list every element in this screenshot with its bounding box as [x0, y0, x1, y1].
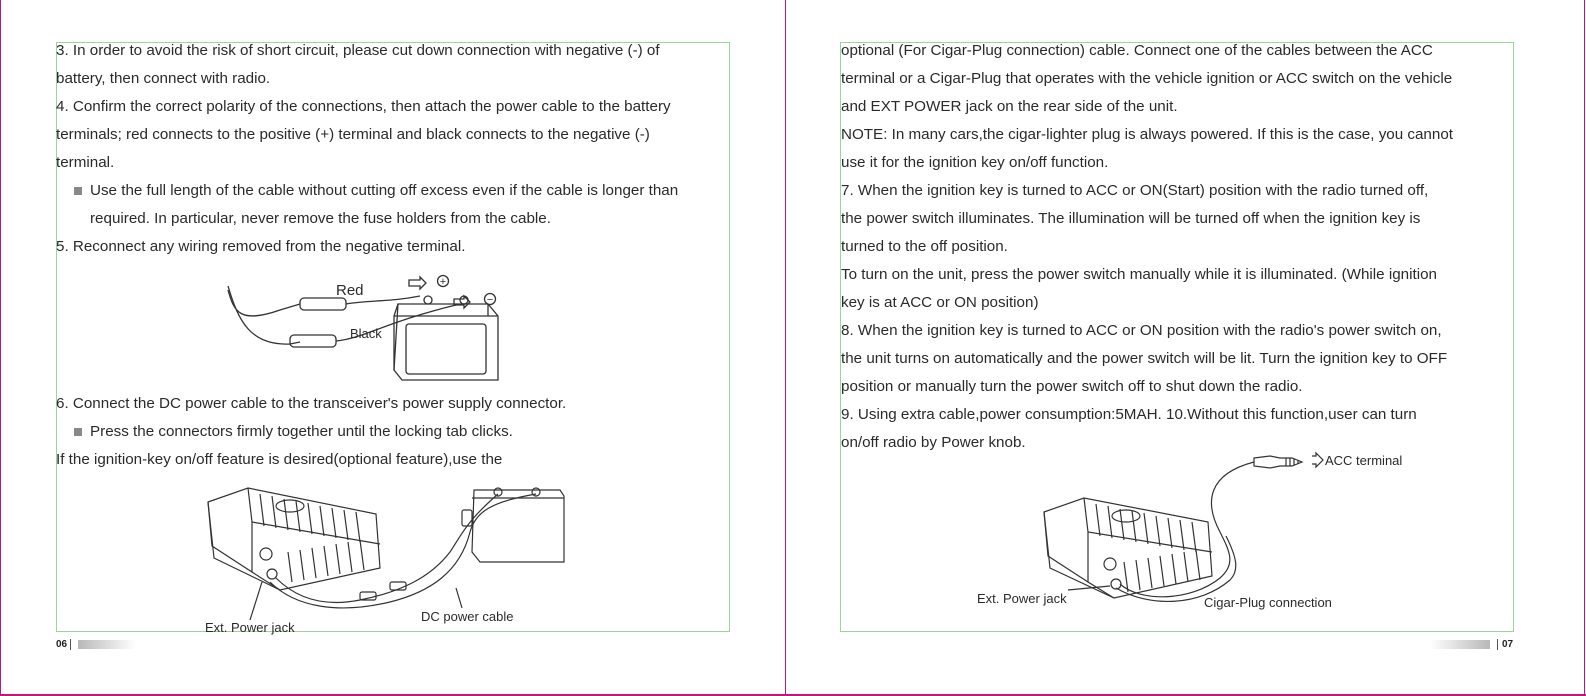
bullet-press-connectors: Press the connectors firmly together until the locking tab clicks.: [56, 418, 566, 446]
ext-power-jack-label-right: Ext. Power jack: [977, 591, 1067, 606]
step4-line2: terminals; red connects to the positive (+) terminal and black connects to the negative (-): [56, 126, 650, 143]
acc-terminal-label: ACC terminal: [1325, 453, 1403, 468]
step4-line1: 4. Confirm the correct polarity of the connections, then attach the power cable to the battery: [56, 98, 671, 115]
ignition-intro: If the ignition-key on/off feature is desired(optional feature),use the: [56, 451, 503, 468]
page-number-left: 06: [56, 639, 68, 650]
dc-power-cable-label: DC power cable: [421, 609, 514, 624]
cigar-plug-connection-label: Cigar-Plug connection: [1204, 595, 1332, 610]
right-line-4: NOTE: In many cars,the cigar-lighter plug is always powered. If this is the case, you cannot: [841, 126, 1453, 143]
bullet-square-icon: [74, 187, 82, 195]
right-line-8: turned to the off position.: [841, 238, 1008, 255]
bullet-square-icon: [74, 428, 82, 436]
left-page-edge: [0, 0, 1, 696]
battery-plus-symbol: +: [439, 276, 447, 288]
right-line-15: on/off radio by Power knob.: [841, 434, 1026, 451]
page-gradient-bar-right: [1430, 640, 1490, 649]
step3-line2: battery, then connect with radio.: [56, 70, 271, 87]
right-page-text: [841, 37, 1453, 457]
right-line-10: key is at ACC or ON position): [841, 294, 1039, 311]
page-number-divider: [70, 639, 71, 650]
right-line-14: 9. Using extra cable,power consumption:5MAH. 10.Without this function,user can turn: [841, 406, 1417, 423]
step3-line1: 3. In order to avoid the risk of short circuit, please cut down connection with negative (-) of: [56, 42, 660, 59]
right-line-2: terminal or a Cigar-Plug that operates with the vehicle ignition or ACC switch on the vehicle: [841, 70, 1453, 87]
step4-line3: terminal.: [56, 154, 115, 171]
page-number-divider-right: [1497, 639, 1498, 650]
step5: 5. Reconnect any wiring removed from the negative terminal.: [56, 238, 466, 255]
left-page-text-lower: [56, 390, 566, 474]
ext-power-jack-label-left: Ext. Power jack: [205, 620, 295, 635]
right-line-1: optional (For Cigar-Plug connection) cable. Connect one of the cables between the ACC: [841, 42, 1433, 59]
step6: 6. Connect the DC power cable to the transceiver's power supply connector.: [56, 395, 567, 412]
page-number-right: 07: [1502, 639, 1514, 650]
right-line-13: position or manually turn the power switch off to shut down the radio.: [841, 378, 1303, 395]
black-wire-label: Black: [350, 326, 382, 341]
cigar-plug-figure: [1040, 452, 1340, 602]
battery-minus-symbol: −: [486, 294, 494, 306]
right-line-7: the power switch illuminates. The illumination will be turned off when the ignition key is: [841, 210, 1421, 227]
red-wire-label: Red: [336, 282, 364, 299]
radio-dc-cable-figure: [200, 482, 570, 612]
page-gradient-bar-left: [78, 640, 136, 649]
left-page-text: [56, 37, 678, 261]
right-line-12: the unit turns on automatically and the power switch will be lit. Turn the ignition key to OFF: [841, 350, 1448, 367]
right-line-5: use it for the ignition key on/off function.: [841, 154, 1109, 171]
right-line-11: 8. When the ignition key is turned to ACC or ON position with the radio's power switch on,: [841, 322, 1442, 339]
right-line-9: To turn on the unit, press the power switch manually while it is illuminated. (While ignition: [841, 266, 1437, 283]
spine-divider: [785, 0, 786, 696]
bullet-full-length: Use the full length of the cable without cutting off excess even if the cable is longer than required. In particular, never remove the fuse holders from the cable.: [56, 177, 678, 233]
right-line-3: and EXT POWER jack on the rear side of the unit.: [841, 98, 1178, 115]
right-line-6: 7. When the ignition key is turned to ACC or ON(Start) position with the radio turned off,: [841, 182, 1429, 199]
right-page-edge: [1584, 0, 1585, 696]
